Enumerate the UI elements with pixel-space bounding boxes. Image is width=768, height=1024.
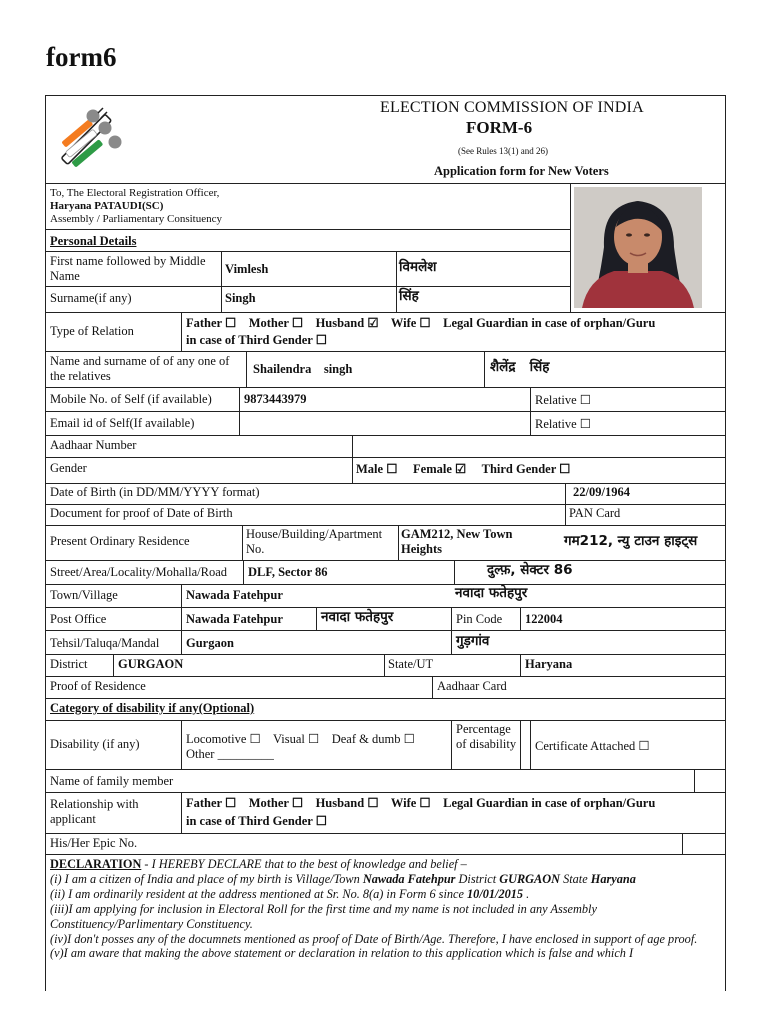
relation-options[interactable]: Father ☐ Mother ☐ Husband ☑ Wife ☐ Legal Guardian in case of orphan/Guru bbox=[186, 316, 656, 330]
declaration-ii-end: . bbox=[523, 886, 530, 901]
epic-label: His/Her Epic No. bbox=[50, 836, 138, 850]
family-member-label: Name of family member bbox=[50, 774, 174, 788]
declaration-i-text: (i) I am a citizen of India and place of my birth is Village/Town bbox=[50, 871, 363, 886]
street-value: DLF, Sector 86 bbox=[248, 565, 328, 579]
family-relation-options[interactable]: Father ☐ Mother ☐ Husband ☐ Wife ☐ Legal Guardian in case of orphan/Guru bbox=[186, 796, 656, 810]
declaration-v: (v)I am aware that making the above statement or declaration in relation to this application which is false and which I bbox=[50, 946, 634, 961]
declaration-ii-text: (ii) I am ordinarily resident at the address mentioned at Sr. No. 8(a) in Form 6 since bbox=[50, 886, 468, 901]
family-third-gender[interactable]: in case of Third Gender ☐ bbox=[186, 814, 327, 828]
commission-title: ELECTION COMMISSION OF INDIA bbox=[380, 99, 644, 116]
declaration-intro: - I HEREBY DECLARE that to the best of knowledge and belief – bbox=[141, 857, 467, 871]
pin-label: Pin Code bbox=[456, 612, 503, 626]
surname-hindi: सिंह bbox=[399, 288, 419, 304]
to-line-3: Assembly / Parliamentary Consituency bbox=[50, 213, 222, 225]
gender-options[interactable]: Male ☐ Female ☑ Third Gender ☐ bbox=[356, 462, 571, 476]
personal-details-heading: Personal Details bbox=[50, 234, 137, 248]
applicant-photo-icon bbox=[574, 187, 702, 308]
district-label: District bbox=[50, 657, 88, 671]
relationship-label: Relationship with applicant bbox=[50, 797, 139, 826]
to-line-1: To, The Electoral Registration Officer, bbox=[50, 187, 220, 199]
surname-value: Singh bbox=[225, 291, 256, 305]
page-title: form6 bbox=[46, 42, 117, 72]
post-office-value: Nawada Fatehpur bbox=[186, 612, 283, 626]
dob-proof-label: Document for proof of Date of Birth bbox=[50, 506, 233, 520]
surname-label: Surname(if any) bbox=[50, 291, 132, 305]
state-value: Haryana bbox=[525, 657, 573, 671]
pin-value: 122004 bbox=[525, 612, 563, 626]
house-label: House/Building/Apartment No. bbox=[246, 527, 383, 556]
gender-label: Gender bbox=[50, 461, 87, 475]
disability-percentage-label: Percentage of disability bbox=[456, 722, 517, 751]
first-name-value: Vimlesh bbox=[225, 262, 269, 276]
residence-proof-value: Aadhaar Card bbox=[437, 679, 507, 693]
declaration-i-district: GURGAON bbox=[499, 871, 561, 886]
dob-value: 22/09/1964 bbox=[573, 485, 630, 499]
declaration-i-state-label: State bbox=[560, 871, 591, 886]
declaration-iii: (iii)I am applying for inclusion in Electoral Roll for the first time and my name is not included in any Assembly Constituency/Parlimentary Constituency. bbox=[50, 901, 597, 931]
relative-name-hindi: शैलेंद्र सिंह bbox=[490, 359, 550, 375]
disability-heading: Category of disability if any(Optional) bbox=[50, 701, 255, 715]
form-subtitle: Application form for New Voters bbox=[434, 164, 609, 178]
email-relative-checkbox[interactable]: Relative ☐ bbox=[535, 417, 591, 431]
dob-proof-value: PAN Card bbox=[569, 506, 621, 520]
declaration-i-state: Haryana bbox=[590, 871, 636, 886]
post-office-label: Post Office bbox=[50, 612, 107, 626]
mobile-label: Mobile No. of Self (if available) bbox=[50, 392, 212, 406]
relation-third-gender[interactable]: in case of Third Gender ☐ bbox=[186, 333, 327, 347]
relative-name-label: Name and surname of of any one of the relatives bbox=[50, 354, 230, 383]
post-office-hindi: नवादा फतेहपुर bbox=[321, 609, 394, 625]
street-hindi: दुल्फ़, सेक्टर 86 bbox=[487, 562, 573, 578]
dob-label: Date of Birth (in DD/MM/YYYY format) bbox=[50, 485, 260, 499]
residence-label: Present Ordinary Residence bbox=[50, 534, 190, 548]
mobile-value: 9873443979 bbox=[244, 392, 307, 406]
aadhaar-label: Aadhaar Number bbox=[50, 438, 137, 452]
relative-name-value: Shailendra singh bbox=[253, 362, 353, 376]
residence-proof-label: Proof of Residence bbox=[50, 679, 146, 693]
first-name-label: First name followed by Middle Name bbox=[50, 254, 206, 283]
declaration-iv: (iv)I don't posses any of the documnets mentioned as proof of Date of Birth/Age. Therefore, I have enclosed in support of age proof. bbox=[50, 931, 698, 946]
declaration-i-town: Nawada Fatehpur bbox=[362, 871, 456, 886]
town-hindi: नवादा फतेहपुर bbox=[455, 585, 528, 601]
house-value: GAM212, New Town Heights bbox=[401, 527, 513, 556]
first-name-hindi: विमलेश bbox=[399, 259, 437, 275]
form-number: FORM-6 bbox=[466, 118, 533, 137]
form-6 bbox=[45, 95, 726, 991]
street-label: Street/Area/Locality/Mohalla/Road bbox=[50, 565, 228, 579]
declaration-i-mid: District bbox=[455, 871, 500, 886]
mobile-relative-checkbox[interactable]: Relative ☐ bbox=[535, 393, 591, 407]
rules-note: (See Rules 13(1) and 26) bbox=[458, 146, 548, 156]
email-label: Email id of Self(If available) bbox=[50, 416, 195, 430]
town-value: Nawada Fatehpur bbox=[186, 588, 283, 602]
to-line-2: Haryana PATAUDI(SC) bbox=[50, 200, 164, 212]
tehsil-hindi: गुड़गांव bbox=[456, 633, 490, 649]
state-label: State/UT bbox=[388, 657, 434, 671]
eci-logo-icon bbox=[49, 102, 123, 176]
certificate-checkbox[interactable]: Certificate Attached ☐ bbox=[535, 739, 650, 753]
declaration bbox=[50, 857, 722, 961]
tehsil-value: Gurgaon bbox=[186, 636, 234, 650]
disability-other[interactable]: Other _________ bbox=[186, 747, 274, 761]
declaration-ii-date: 10/01/2015 bbox=[467, 886, 524, 901]
district-value: GURGAON bbox=[118, 657, 184, 671]
tehsil-label: Tehsil/Taluqa/Mandal bbox=[50, 636, 160, 650]
declaration-heading: DECLARATION bbox=[50, 857, 142, 871]
relation-type-label: Type of Relation bbox=[50, 324, 134, 338]
disability-options[interactable]: Locomotive ☐ Visual ☐ Deaf & dumb ☐ bbox=[186, 732, 415, 746]
house-hindi: गम212, न्यु टाउन हाइट्स bbox=[564, 533, 698, 549]
disability-label: Disability (if any) bbox=[50, 737, 140, 751]
town-label: Town/Village bbox=[50, 588, 118, 602]
